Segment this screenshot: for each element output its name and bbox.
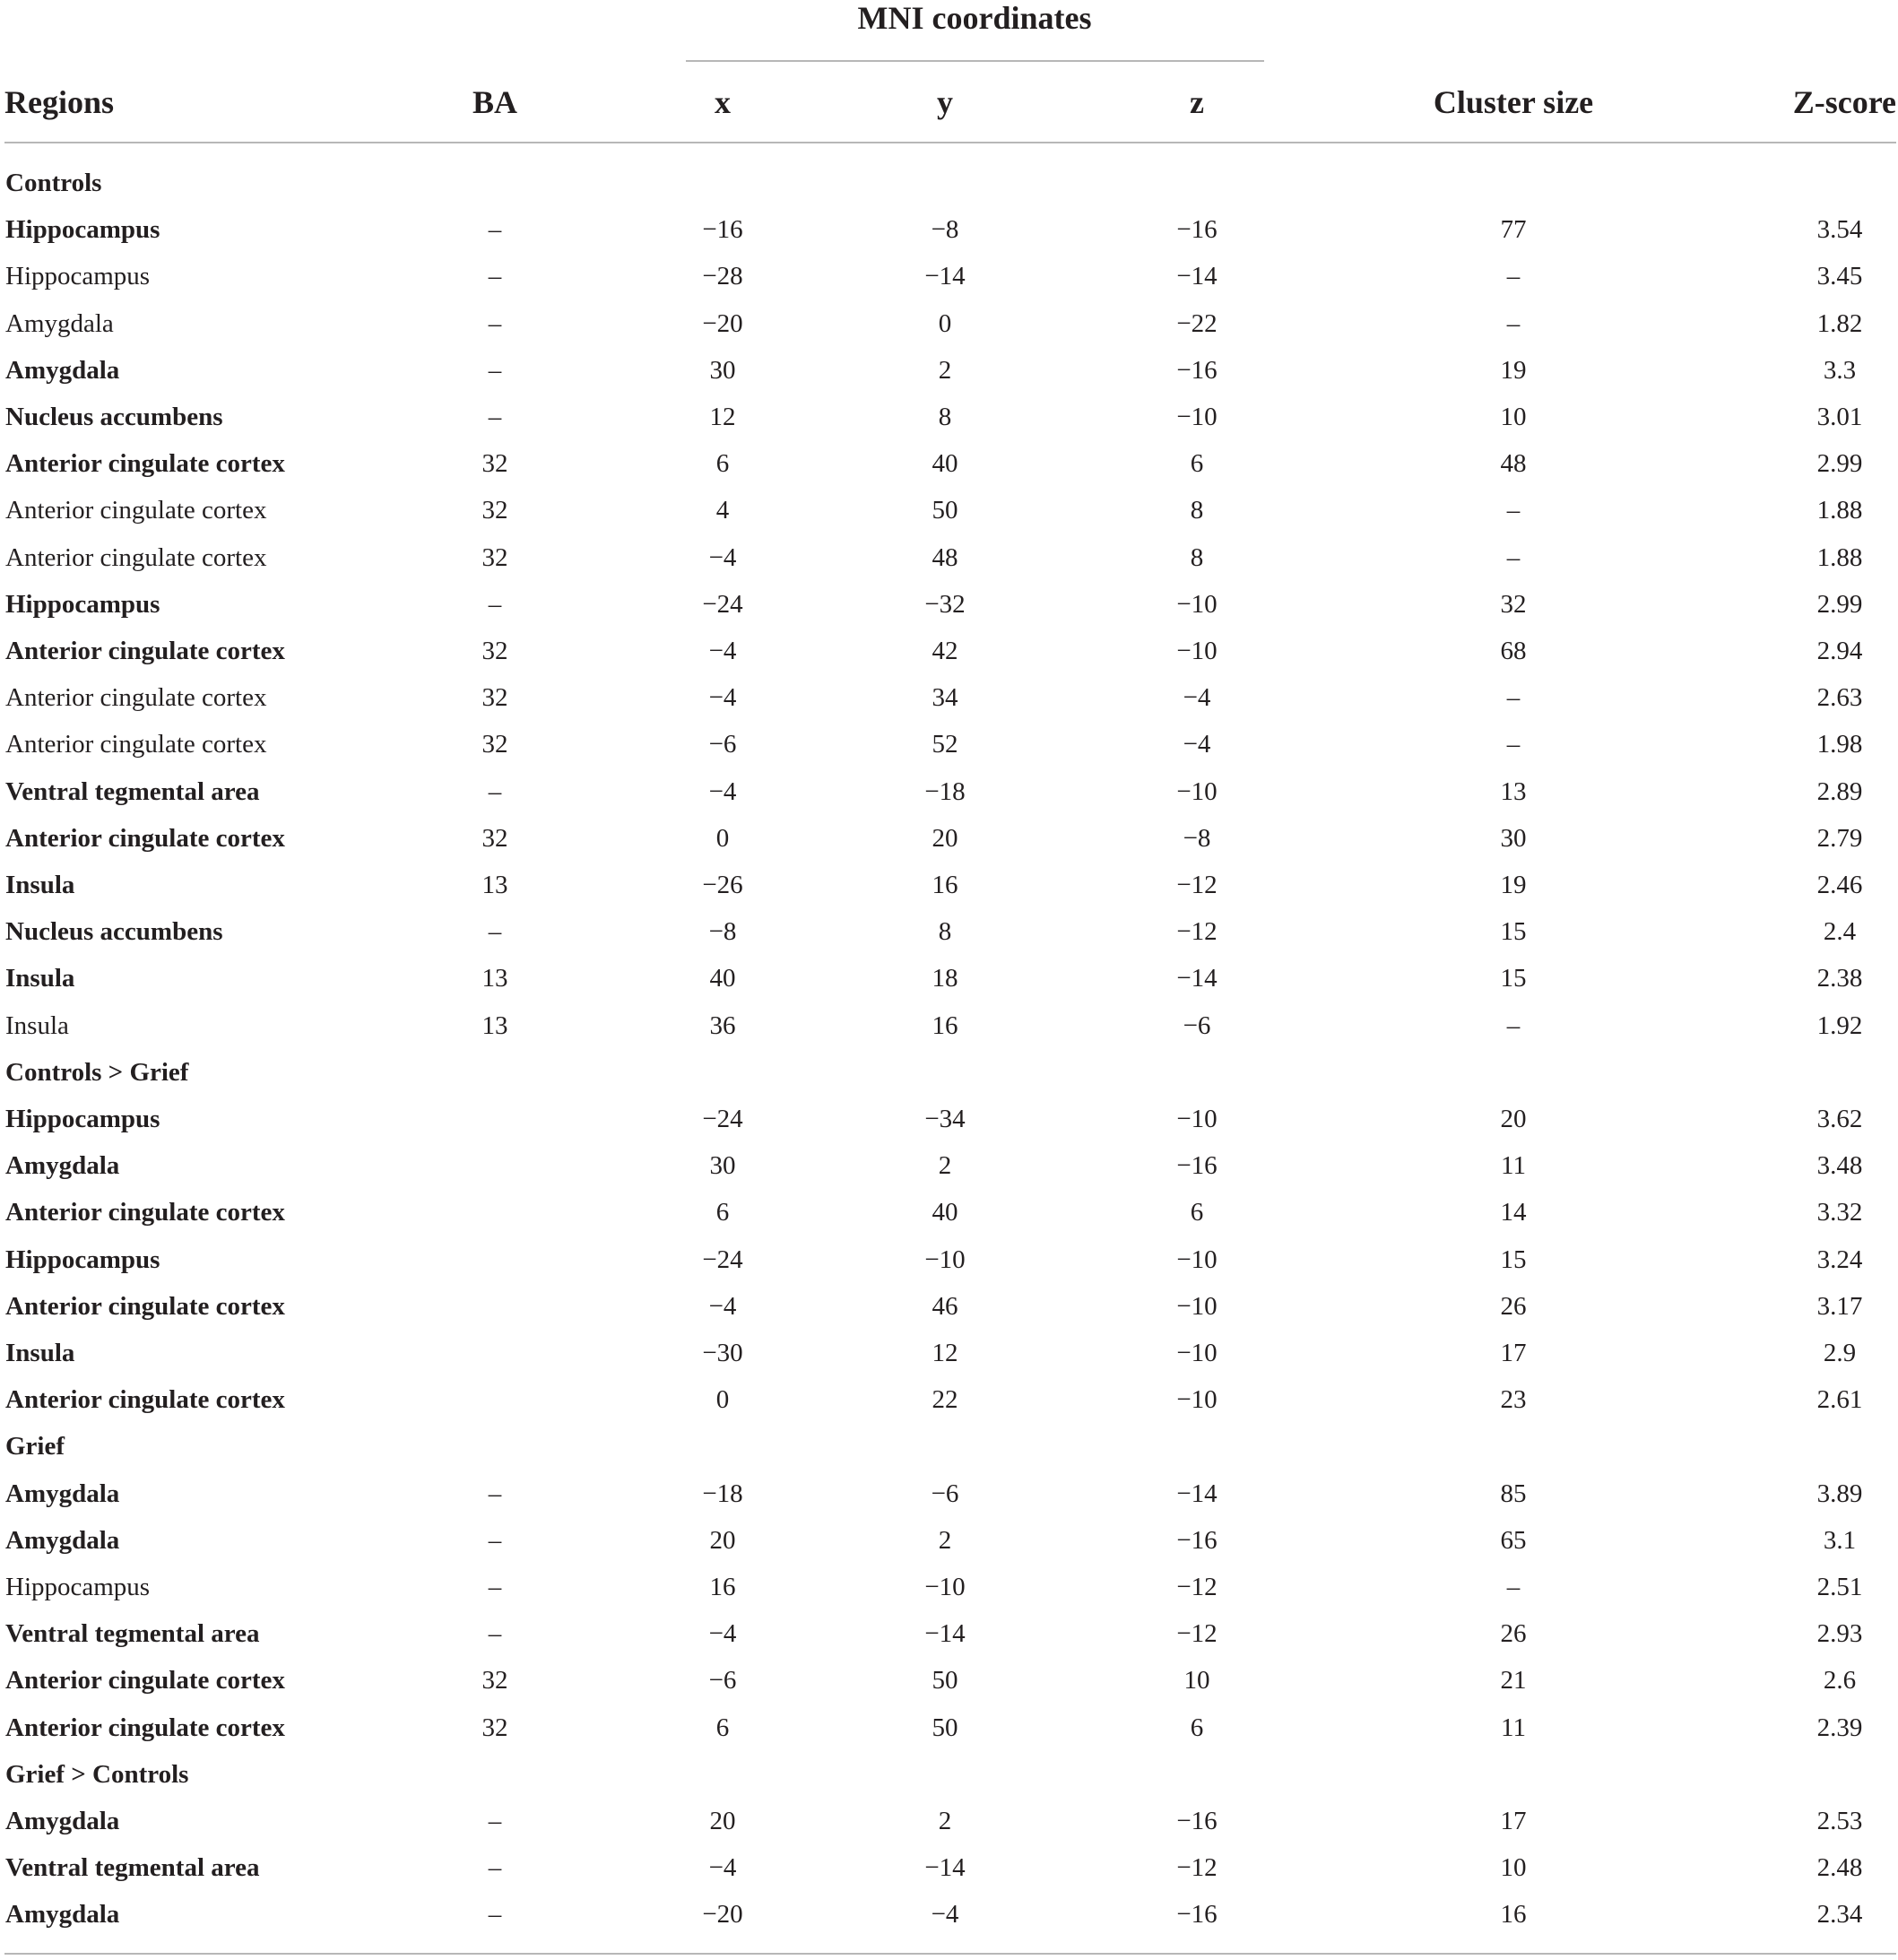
cell-cluster-size: 16	[1500, 1900, 1527, 1930]
cell-ba: –	[488, 776, 502, 806]
cell-region: Insula	[5, 1339, 75, 1367]
cell-z-score: 2.79	[1816, 823, 1863, 853]
cell-z-score: 2.4	[1823, 917, 1857, 947]
cell-z-score: 2.63	[1816, 683, 1863, 713]
cell-cluster-size: 20	[1500, 1105, 1527, 1133]
cell-z: −10	[1176, 589, 1218, 619]
cell-region: Ventral tegmental area	[5, 776, 260, 806]
section-label: Grief > Controls	[5, 1759, 189, 1789]
cell-cluster-size: 68	[1500, 637, 1527, 665]
cell-region: Hippocampus	[5, 589, 160, 619]
cell-z: −10	[1176, 637, 1218, 665]
cell-z: −10	[1176, 1245, 1218, 1274]
cell-z-score: 3.89	[1816, 1479, 1863, 1508]
cell-z-score: 2.39	[1816, 1713, 1863, 1742]
cell-x: −4	[708, 1619, 737, 1649]
cell-z: −4	[1183, 683, 1211, 713]
cell-ba: 32	[481, 730, 508, 759]
column-header-y: y	[937, 84, 953, 120]
cell-cluster-size: 17	[1500, 1339, 1527, 1367]
cell-region: Hippocampus	[5, 215, 160, 245]
cell-z-score: 2.6	[1823, 1666, 1857, 1695]
cell-z: −12	[1176, 1619, 1218, 1649]
cell-region: Amygdala	[5, 308, 114, 338]
cell-region: Anterior cingulate cortex	[5, 542, 267, 572]
cell-z-score: 2.61	[1816, 1385, 1863, 1415]
cell-z: 6	[1190, 1198, 1204, 1227]
cell-y: 16	[932, 1010, 958, 1040]
cell-ba: 32	[481, 542, 508, 572]
cell-x: −4	[708, 637, 737, 665]
cell-z-score: 3.62	[1816, 1105, 1863, 1133]
cell-z: 6	[1190, 449, 1204, 479]
cell-z: −10	[1176, 1105, 1218, 1133]
cell-y: 16	[932, 871, 958, 899]
cell-y: −34	[924, 1105, 966, 1133]
cell-z: −16	[1176, 355, 1218, 385]
cell-y: 50	[932, 1666, 958, 1695]
cell-cluster-size: –	[1506, 496, 1521, 525]
cell-x: 20	[709, 1525, 736, 1555]
cell-x: −24	[702, 1105, 743, 1133]
cell-ba: –	[488, 1479, 502, 1508]
cell-y: 40	[932, 1198, 958, 1227]
cell-y: 8	[938, 403, 952, 431]
cell-region: Anterior cingulate cortex	[5, 730, 267, 759]
cell-region: Nucleus accumbens	[5, 403, 223, 431]
cell-y: 48	[932, 542, 958, 572]
cell-x: −4	[708, 683, 737, 713]
cell-cluster-size: 11	[1501, 1713, 1526, 1742]
cell-z: −12	[1176, 917, 1218, 947]
cell-z: −4	[1183, 730, 1211, 759]
cell-ba: –	[488, 355, 502, 385]
cell-z-score: 3.24	[1816, 1245, 1863, 1274]
cell-z: −16	[1176, 215, 1218, 245]
cell-z-score: 1.88	[1816, 542, 1863, 572]
cell-x: −4	[708, 776, 737, 806]
cell-x: −18	[702, 1479, 743, 1508]
cell-z: −12	[1176, 871, 1218, 899]
cell-z-score: 2.9	[1823, 1339, 1857, 1367]
cell-y: 50	[932, 1713, 958, 1742]
cell-x: −16	[702, 215, 743, 245]
cell-cluster-size: 14	[1500, 1198, 1527, 1227]
column-header-ba: BA	[472, 84, 518, 120]
cell-region: Anterior cingulate cortex	[5, 823, 285, 853]
cell-z-score: 3.54	[1816, 215, 1863, 245]
section-label: Controls	[5, 169, 102, 197]
cell-region: Hippocampus	[5, 1245, 160, 1274]
cell-y: 2	[938, 1807, 952, 1835]
cell-y: 2	[938, 1525, 952, 1555]
table-bottom-rule	[4, 1953, 1896, 1955]
cell-x: 6	[715, 449, 730, 479]
cell-z: −14	[1176, 262, 1218, 291]
cell-x: 30	[709, 1151, 736, 1181]
cell-z: −8	[1183, 823, 1211, 853]
cell-z-score: 3.45	[1816, 262, 1863, 291]
cell-region: Hippocampus	[5, 1105, 160, 1133]
cell-z-score: 2.48	[1816, 1853, 1863, 1883]
cell-x: 0	[715, 823, 730, 853]
cell-z-score: 2.51	[1816, 1573, 1863, 1601]
cell-cluster-size: 85	[1500, 1479, 1527, 1508]
cell-cluster-size: 15	[1500, 1245, 1527, 1274]
cell-x: −26	[702, 871, 743, 899]
cell-z: −16	[1176, 1900, 1218, 1930]
cell-y: 34	[932, 683, 958, 713]
cell-x: 30	[709, 355, 736, 385]
cell-cluster-size: 77	[1500, 215, 1527, 245]
cell-y: −14	[924, 1619, 966, 1649]
cell-z: −16	[1176, 1807, 1218, 1835]
cell-ba: –	[488, 1525, 502, 1555]
column-header-cluster-size: Cluster size	[1433, 84, 1594, 120]
cell-region: Anterior cingulate cortex	[5, 1291, 285, 1321]
cell-y: 8	[938, 917, 952, 947]
cell-ba: –	[488, 589, 502, 619]
cell-ba: 32	[481, 637, 508, 665]
cell-ba: 32	[481, 1713, 508, 1742]
cell-z-score: 2.89	[1816, 776, 1863, 806]
cell-y: −10	[924, 1245, 966, 1274]
cell-cluster-size: 19	[1500, 355, 1527, 385]
cell-ba: 13	[481, 871, 508, 899]
cell-z-score: 2.94	[1816, 637, 1863, 665]
cell-z: −12	[1176, 1853, 1218, 1883]
cell-cluster-size: 65	[1500, 1525, 1527, 1555]
cell-cluster-size: 48	[1500, 449, 1527, 479]
cell-cluster-size: –	[1506, 542, 1521, 572]
cell-ba: –	[488, 403, 502, 431]
cell-x: −8	[708, 917, 737, 947]
cell-region: Anterior cingulate cortex	[5, 1385, 285, 1415]
cell-x: 4	[715, 496, 730, 525]
cell-ba: 13	[481, 964, 508, 993]
cell-x: 0	[715, 1385, 730, 1415]
cell-y: −10	[924, 1573, 966, 1601]
cell-ba: 32	[481, 496, 508, 525]
cell-x: −4	[708, 542, 737, 572]
column-header-region: Regions	[4, 84, 115, 120]
cell-y: −6	[931, 1479, 959, 1508]
cell-region: Amygdala	[5, 1479, 120, 1508]
cell-cluster-size: 11	[1501, 1151, 1526, 1181]
cell-x: 12	[709, 403, 736, 431]
cell-region: Hippocampus	[5, 1573, 151, 1601]
cell-x: −4	[708, 1291, 737, 1321]
cell-region: Amygdala	[5, 355, 120, 385]
cell-z: −10	[1176, 776, 1218, 806]
cell-region: Amygdala	[5, 1525, 120, 1555]
cell-region: Amygdala	[5, 1151, 120, 1181]
column-header-z-score: Z-score	[1792, 84, 1896, 120]
cell-z-score: 2.53	[1816, 1807, 1863, 1835]
cell-z-score: 3.32	[1816, 1198, 1863, 1227]
cell-x: −30	[702, 1339, 743, 1367]
cell-cluster-size: 17	[1500, 1807, 1527, 1835]
cell-region: Amygdala	[5, 1807, 120, 1835]
cell-z-score: 2.46	[1816, 871, 1863, 899]
cell-z: −14	[1176, 1479, 1218, 1508]
cell-y: 42	[932, 637, 958, 665]
cell-ba: 32	[481, 449, 508, 479]
cell-z-score: 1.82	[1816, 308, 1863, 338]
cell-y: −18	[924, 776, 966, 806]
cell-z-score: 3.17	[1816, 1291, 1863, 1321]
cell-x: −20	[702, 1900, 743, 1930]
section-label: Grief	[5, 1432, 65, 1461]
cell-region: Insula	[5, 964, 75, 993]
cell-x: 40	[709, 964, 736, 993]
cell-region: Anterior cingulate cortex	[5, 496, 267, 525]
cell-cluster-size: –	[1506, 1573, 1521, 1601]
cell-cluster-size: 19	[1500, 871, 1527, 899]
cell-region: Anterior cingulate cortex	[5, 449, 285, 479]
cell-z-score: 3.01	[1816, 403, 1863, 431]
cell-z: −10	[1176, 403, 1218, 431]
cell-ba: –	[488, 308, 502, 338]
cell-y: −14	[924, 262, 966, 291]
cell-z-score: 3.1	[1823, 1525, 1857, 1555]
mni-coordinates-group-header: MNI coordinates	[857, 0, 1092, 36]
cell-x: −28	[702, 262, 743, 291]
cell-region: Ventral tegmental area	[5, 1853, 260, 1883]
cell-region: Amygdala	[5, 1900, 120, 1930]
cell-cluster-size: 10	[1500, 403, 1527, 431]
cell-x: −24	[702, 589, 743, 619]
cell-cluster-size: 21	[1500, 1666, 1527, 1695]
cell-z: −6	[1183, 1010, 1211, 1040]
cell-ba: –	[488, 1900, 502, 1930]
cell-y: 46	[932, 1291, 958, 1321]
cell-cluster-size: –	[1506, 262, 1521, 291]
cell-ba: –	[488, 1853, 502, 1883]
cell-cluster-size: 26	[1500, 1619, 1527, 1649]
cell-y: 12	[932, 1339, 958, 1367]
cell-z: 10	[1183, 1666, 1210, 1695]
cell-x: −4	[708, 1853, 737, 1883]
cell-x: 36	[709, 1010, 736, 1040]
cell-z: −22	[1176, 308, 1218, 338]
cell-z-score: 2.99	[1816, 449, 1863, 479]
cell-x: 6	[715, 1713, 730, 1742]
cell-x: −6	[708, 1666, 737, 1695]
cell-cluster-size: 15	[1500, 964, 1527, 993]
cell-y: 50	[932, 496, 958, 525]
cell-y: 0	[938, 308, 952, 338]
cell-ba: –	[488, 1619, 502, 1649]
cell-ba: –	[488, 1573, 502, 1601]
column-header-x: x	[715, 84, 731, 120]
cell-ba: 32	[481, 683, 508, 713]
cell-region: Anterior cingulate cortex	[5, 1713, 285, 1742]
cell-x: −24	[702, 1245, 743, 1274]
cell-x: −6	[708, 730, 737, 759]
cell-ba: –	[488, 215, 502, 245]
group-header-rule	[686, 60, 1264, 62]
cell-y: 20	[932, 823, 958, 853]
cell-region: Anterior cingulate cortex	[5, 1198, 285, 1227]
cell-z: −10	[1176, 1339, 1218, 1367]
cell-y: −4	[931, 1900, 959, 1930]
cell-z-score: 3.48	[1816, 1151, 1863, 1181]
cell-y: 52	[932, 730, 958, 759]
cell-z-score: 1.92	[1816, 1010, 1863, 1040]
cell-y: 40	[932, 449, 958, 479]
cell-ba: –	[488, 262, 502, 291]
cell-y: −14	[924, 1853, 966, 1883]
cell-y: 18	[932, 964, 958, 993]
cell-z-score: 2.93	[1816, 1619, 1863, 1649]
cell-cluster-size: –	[1506, 730, 1521, 759]
cell-z-score: 1.98	[1816, 730, 1863, 759]
cell-region: Nucleus accumbens	[5, 917, 223, 947]
cell-cluster-size: 26	[1500, 1291, 1527, 1321]
header-bottom-rule	[4, 142, 1896, 143]
cell-z: 6	[1190, 1713, 1204, 1742]
cell-z: −10	[1176, 1291, 1218, 1321]
cell-ba: 13	[481, 1010, 508, 1040]
cell-cluster-size: 15	[1500, 917, 1527, 947]
cell-cluster-size: –	[1506, 308, 1521, 338]
cell-cluster-size: –	[1506, 683, 1521, 713]
cell-region: Insula	[5, 871, 75, 899]
cell-y: 2	[938, 355, 952, 385]
cell-x: −20	[702, 308, 743, 338]
cell-x: 20	[709, 1807, 736, 1835]
cell-cluster-size: 32	[1500, 589, 1527, 619]
cell-z: 8	[1190, 542, 1204, 572]
cell-cluster-size: –	[1506, 1010, 1521, 1040]
cell-z-score: 3.3	[1823, 355, 1857, 385]
cell-y: −8	[931, 215, 959, 245]
cell-ba: –	[488, 917, 502, 947]
cell-cluster-size: 30	[1500, 823, 1527, 853]
cell-cluster-size: 23	[1500, 1385, 1527, 1415]
cell-z-score: 2.38	[1816, 964, 1863, 993]
cell-region: Hippocampus	[5, 262, 151, 291]
cell-x: 6	[715, 1198, 730, 1227]
cell-z-score: 1.88	[1816, 496, 1863, 525]
column-header-z: z	[1190, 84, 1204, 120]
cell-z: −12	[1176, 1573, 1218, 1601]
cell-region: Insula	[5, 1010, 69, 1040]
cell-ba: 32	[481, 823, 508, 853]
cell-region: Anterior cingulate cortex	[5, 637, 285, 665]
cell-z: −16	[1176, 1525, 1218, 1555]
cell-cluster-size: 10	[1500, 1853, 1527, 1883]
cell-z-score: 2.99	[1816, 589, 1863, 619]
section-label: Controls > Grief	[5, 1057, 189, 1087]
cell-region: Ventral tegmental area	[5, 1619, 260, 1649]
cell-region: Anterior cingulate cortex	[5, 683, 267, 713]
cell-z: −16	[1176, 1151, 1218, 1181]
cell-z: 8	[1190, 496, 1204, 525]
cell-z-score: 2.34	[1816, 1900, 1863, 1930]
cell-cluster-size: 13	[1500, 776, 1527, 806]
cell-z: −14	[1176, 964, 1218, 993]
cell-y: 2	[938, 1151, 952, 1181]
cell-z: −10	[1176, 1385, 1218, 1415]
cell-region: Anterior cingulate cortex	[5, 1666, 285, 1695]
cell-y: −32	[924, 589, 966, 619]
cell-ba: 32	[481, 1666, 508, 1695]
cell-ba: –	[488, 1807, 502, 1835]
cell-x: 16	[709, 1573, 736, 1601]
cell-y: 22	[932, 1385, 958, 1415]
